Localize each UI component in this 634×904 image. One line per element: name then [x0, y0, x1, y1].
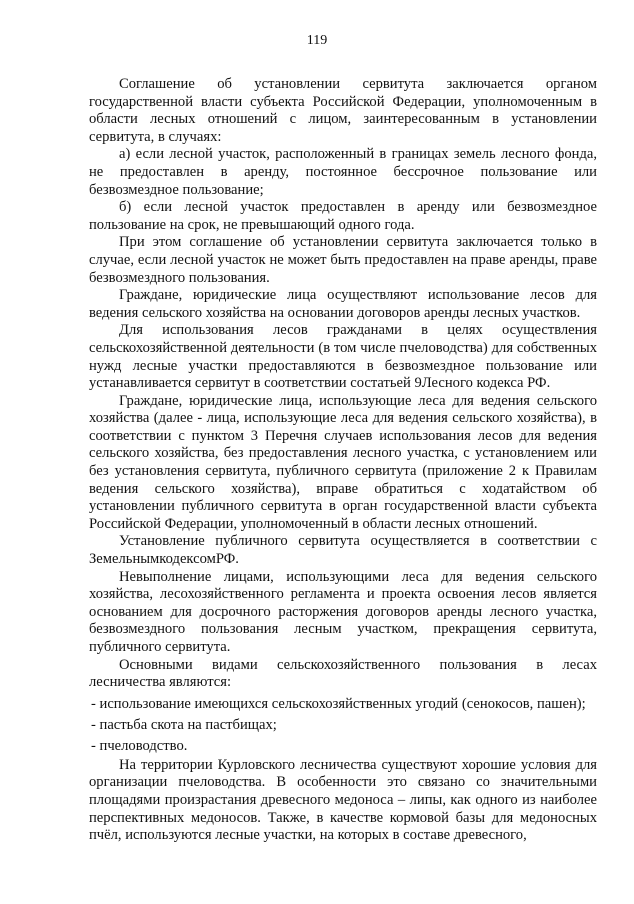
paragraph-case-b: б) если лесной участок предоставлен в аренду или безвозмездное пользование на срок, не превышающий одного года. — [89, 199, 597, 233]
use-types-list — [89, 694, 597, 757]
list-item: - использование имеющихся сельскохозяйственных угодий (сенокосов, пашен); — [91, 695, 586, 712]
page-number: 119 — [306, 33, 328, 48]
paragraph-public-servitude-petition: Граждане, юридические лица, использующие леса для ведения сельского хозяйства (далее - лица, использующие леса для ведения сельского хозяйства), в соответствии с пунктом 3 Перечня случаев использования лесов для ведения сельского хозяйства, без предоставления лесного участка, с установлением или без установления сервитута, публичного сервитута (приложение 2 к Правилам ведения сельского хозяйства), вправе обратиться с ходатайством об установлении публичного сервитута в орган государственной власти субъекта Российской Федерации, уполномоченный в области лесных отношений. — [89, 392, 597, 532]
list-item: - пчеловодство. — [91, 737, 188, 754]
paragraph-servitude-condition: При этом соглашение об установлении сервитута заключается только в случае, если лесной участок не может быть предоставлен на праве аренды, праве безвозмездного пользования. — [89, 234, 597, 286]
paragraph-citizens-lease: Граждане, юридические лица осуществляют использование лесов для ведения сельского хозяйства на основании договоров аренды лесных участков. — [89, 287, 597, 321]
paragraph-case-a: а) если лесной участок, расположенный в границах земель лесного фонда, не предоставлен в аренду, постоянное бессрочное пользование или безвозмездное пользование; — [89, 146, 597, 198]
paragraph-beekeeping: На территории Курловского лесничества существуют хорошие условия для организации пчеловодства. В особенности это связано со значительными площадями произрастания древесного медоноса – липы, как одного из наиболее перспективных медоносов. Также, в качестве кормовой базы для медоносных пчёл, используются лесные участки, на которых в составе древесного, — [89, 756, 597, 844]
list-item: - пастьба скота на пастбищах; — [91, 716, 277, 733]
paragraph-non-compliance: Невыполнение лицами, использующими леса для ведения сельского хозяйства, лесохозяйственного регламента и проекта освоения лесов является основанием для досрочного расторжения договоров аренды лесного участка, безвозмездного пользования лесным участком, прекращения сервитута, публичного сервитута. — [89, 568, 597, 655]
paragraph-main-use-types: Основными видами сельскохозяйственного пользования в лесах лесничества являются: — [89, 656, 597, 691]
paragraph-own-needs: Для использования лесов гражданами в целях осуществления сельскохозяйственной деятельности (в том числе пчеловодства) для собственных нужд лесные участки предоставляются в безвозмездное пользование или устанавливается сервитут в соответствии состатьей 9Лесного кодекса РФ. — [89, 322, 597, 392]
paragraph-public-servitude-land-code: Установление публичного сервитута осуществляется в соответствии с ЗемельнымкодексомРФ. — [89, 533, 597, 568]
body-text — [89, 76, 597, 845]
paragraph-servitude-agreement: Соглашение об установлении сервитута заключается органом государственной власти субъекта Российской Федерации, уполномоченным в области лесных отношений с лицом, заинтересованным в установлении сервитута, в случаях: — [89, 76, 597, 145]
